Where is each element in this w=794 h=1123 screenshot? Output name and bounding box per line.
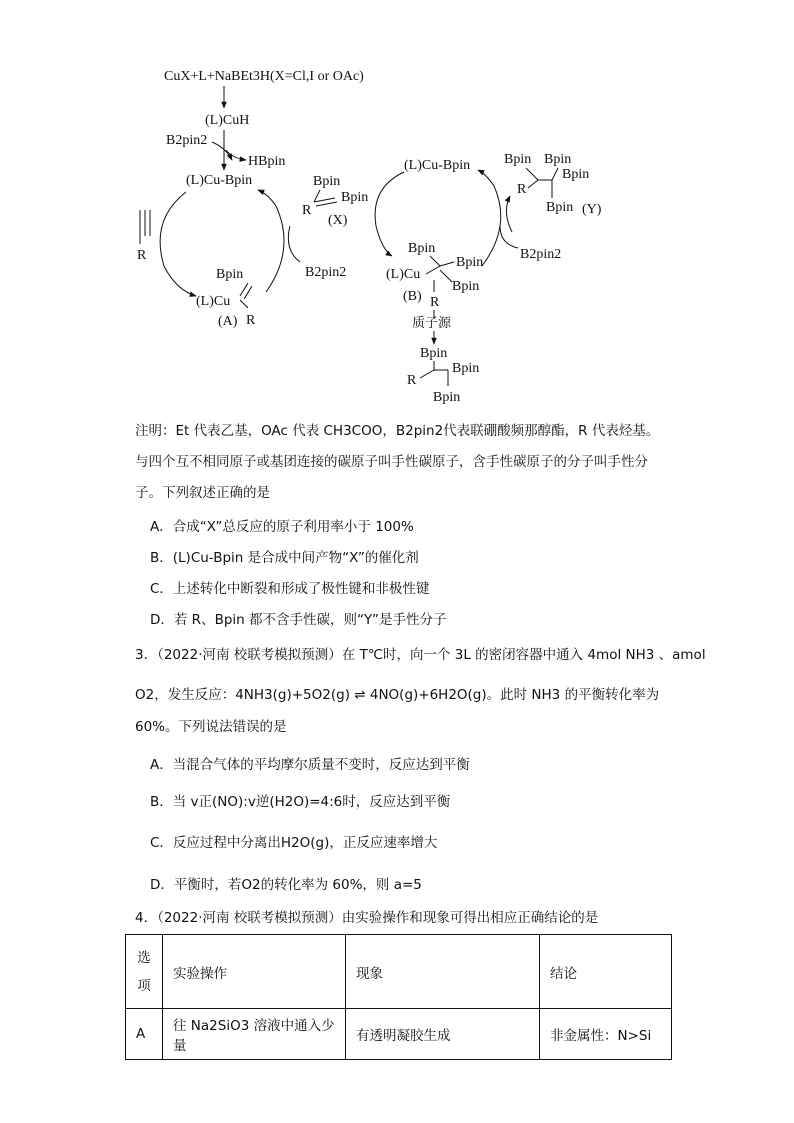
cycle-right-arc xyxy=(258,190,284,292)
b-bond-1 xyxy=(430,256,440,266)
x-label: (X) xyxy=(328,213,348,228)
int-a-cu-text: (L)Cu xyxy=(196,294,231,309)
y-bond-1 xyxy=(526,168,538,180)
y-r-text: R xyxy=(517,182,527,197)
table-header-row xyxy=(126,935,672,1009)
p-r-text: R xyxy=(407,373,417,388)
note-line-2: 与四个互不相同原子或基团连接的碳原子叫手性碳原子，含手性碳原子的分子叫手性分 xyxy=(135,454,648,470)
b-label: (B) xyxy=(403,289,422,304)
x-r-text: R xyxy=(302,203,312,218)
header-option: 选项 xyxy=(126,935,163,1009)
reaction-mechanism-diagram xyxy=(0,0,794,410)
y-bpin-4-text: Bpin xyxy=(546,200,574,215)
int-a-bond-3 xyxy=(240,300,248,308)
q2-option-b: B．(L)Cu-Bpin 是合成中间产物“X”的催化剂 xyxy=(150,550,419,566)
b-bond-3 xyxy=(426,266,440,274)
b2pin2-text-2: B2pin2 xyxy=(305,265,347,280)
header-conclusion: 结论 xyxy=(540,935,672,1009)
int-a-label: (A) xyxy=(218,314,238,329)
cu-bpin-left-text: (L)Cu-Bpin xyxy=(186,173,253,188)
alkyne-r-text: R xyxy=(137,248,147,263)
cycle-right-right-arc xyxy=(478,170,501,266)
y-bpin-3-text: Bpin xyxy=(562,167,590,182)
b2pin2-text-1: B2pin2 xyxy=(166,133,208,148)
note-line-3: 子。下列叙述正确的是 xyxy=(135,485,270,501)
y-bond-2 xyxy=(552,168,558,180)
b-bond-2 xyxy=(440,262,454,266)
reagents-text: CuX+L+NaBEt3H(X=Cl,I or OAc) xyxy=(164,69,364,84)
b2pin2-text-3: B2pin2 xyxy=(520,247,562,262)
x-bond-2 xyxy=(314,198,335,202)
p-bpin-3-text: Bpin xyxy=(433,390,461,405)
q3-line-3: 60%。下列说法错误的是 xyxy=(135,719,287,735)
note-line-1: 注明：Et 代表乙基，OAc 代表 CH3COO，B2pin2代表联硼酸频那醇酯，R 代表烃基。 xyxy=(135,423,660,439)
row-a-conclusion: 非金属性：N>Si xyxy=(540,1009,672,1060)
q2-option-c: C．上述转化中断裂和形成了极性键和非极性键 xyxy=(150,581,430,597)
row-a-phenomenon: 有透明凝胶生成 xyxy=(346,1009,540,1060)
b2pin2-in-left-arrow xyxy=(288,226,300,262)
p-bpin-1-text: Bpin xyxy=(420,346,448,361)
q3-option-a: A．当混合气体的平均摩尔质量不变时，反应达到平衡 xyxy=(150,757,470,773)
proton-source-text: 质子源 xyxy=(412,316,452,331)
cycle-left-arc xyxy=(160,192,196,296)
b-bpin-right-text: Bpin xyxy=(456,255,484,270)
b-bond-4 xyxy=(440,270,452,282)
int-a-bpin-text: Bpin xyxy=(216,267,244,282)
y-bpin-2-text: Bpin xyxy=(544,152,572,167)
y-bpin-1-text: Bpin xyxy=(504,152,532,167)
q2-option-a: A．合成“X”总反应的原子利用率小于 100% xyxy=(150,519,414,535)
q3-option-c: C．反应过程中分离出H2O(g)，正反应速率增大 xyxy=(150,835,438,851)
hbpin-text: HBpin xyxy=(248,154,286,169)
header-operation: 实验操作 xyxy=(163,935,346,1009)
q4-title: 4．（2022·河南 校联考模拟预测）由实验操作和现象可得出相应正确结论的是 xyxy=(135,910,599,926)
cu-bpin-right-text: (L)Cu-Bpin xyxy=(404,158,471,173)
b-bpin-top-text: Bpin xyxy=(408,241,436,256)
x-bond-1 xyxy=(314,190,320,202)
b2pin2-in-right-arrow xyxy=(500,226,518,248)
p-bpin-2-text: Bpin xyxy=(452,361,480,376)
x-bpin-top-text: Bpin xyxy=(313,174,341,189)
q3-line-2: O2，发生反应：4NH3(g)+5O2(g) ⇌ 4NO(g)+6H2O(g)。此时 NH3 的平衡转化率为 xyxy=(135,687,660,703)
header-phenomenon: 现象 xyxy=(346,935,540,1009)
y-label: (Y) xyxy=(582,202,602,217)
b-cu-text: (L)Cu xyxy=(386,267,421,282)
y-bond-4 xyxy=(528,180,538,188)
q3-option-b: B．当 v正(NO):v逆(H2O)=4:6时，反应达到平衡 xyxy=(150,794,451,810)
q2-option-d: D．若 R、Bpin 都不含手性碳，则“Y”是手性分子 xyxy=(150,612,447,628)
int-a-r-text: R xyxy=(246,313,256,328)
cuh-text: (L)CuH xyxy=(205,113,250,128)
row-a-operation: 往 Na2SiO3 溶液中通入少量 xyxy=(163,1009,346,1060)
row-a-option: A xyxy=(126,1009,163,1060)
p-bond-3 xyxy=(420,370,434,378)
q3-option-d: D．平衡时，若O2的转化率为 60%，则 a=5 xyxy=(150,877,422,893)
b2pin2-in-arrow xyxy=(212,142,232,160)
q4-table xyxy=(125,934,672,1060)
b-bpin-bottom-text: Bpin xyxy=(452,279,480,294)
y-out-arrow xyxy=(506,196,512,232)
x-bpin-right-text: Bpin xyxy=(341,190,369,205)
b-r-text: R xyxy=(430,295,440,310)
table-row xyxy=(126,1009,672,1060)
q3-line-1: 3．（2022·河南 校联考模拟预测）在 T℃时，向一个 3L 的密闭容器中通入 4mol NH3 、amol xyxy=(135,647,706,663)
x-bond-3 xyxy=(316,202,337,206)
cycle-right-left-arc xyxy=(375,172,404,256)
